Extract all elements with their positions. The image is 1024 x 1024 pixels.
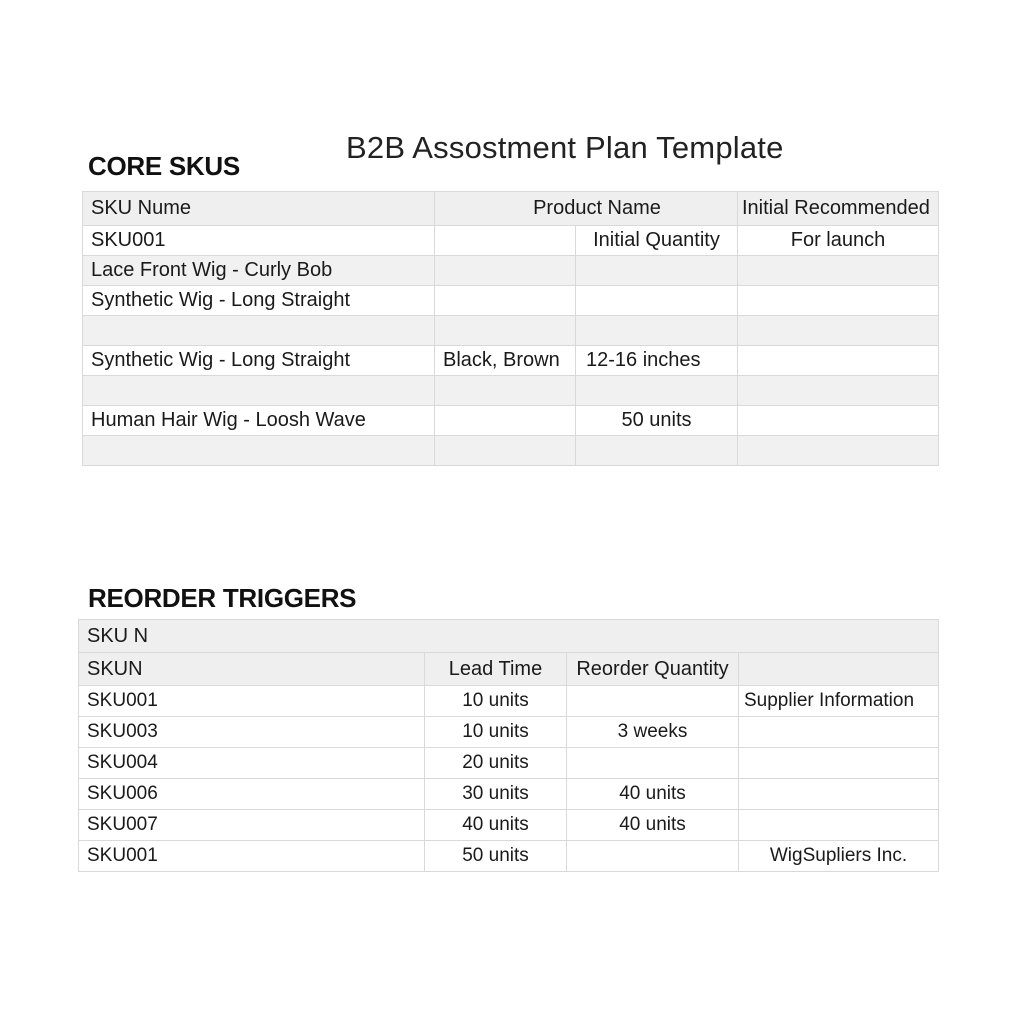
table-cell: Black, Brown — [435, 346, 576, 376]
table-row — [83, 226, 939, 256]
table-cell — [738, 406, 939, 436]
header-sku-name: SKU Nume — [83, 192, 435, 226]
table-row — [83, 316, 939, 346]
table-cell: Human Hair Wig - Loosh Wave — [83, 406, 435, 436]
core-skus-table — [82, 191, 939, 466]
table-cell — [576, 436, 738, 466]
table-cell — [576, 286, 738, 316]
table-cell — [739, 779, 939, 810]
table-cell — [576, 316, 738, 346]
table-cell: 20 units — [425, 748, 567, 779]
table-cell — [83, 376, 435, 406]
table-cell: 40 units — [567, 810, 739, 841]
table-cell: SKU006 — [79, 779, 425, 810]
reorder-triggers-table — [78, 619, 939, 872]
table-cell — [738, 316, 939, 346]
table-row — [79, 810, 939, 841]
table-cell — [739, 748, 939, 779]
table-cell: For launch — [738, 226, 939, 256]
table-cell — [738, 376, 939, 406]
table-cell — [435, 256, 576, 286]
table-row — [83, 436, 939, 466]
document-title: B2B Assostment Plan Template — [346, 130, 784, 165]
header-blank — [739, 653, 939, 686]
table-cell — [83, 436, 435, 466]
table-cell: 30 units — [425, 779, 567, 810]
table-cell: Supplier Information — [739, 686, 939, 717]
table-row — [79, 748, 939, 779]
table-row — [83, 346, 939, 376]
table-cell: Lace Front Wig - Curly Bob — [83, 256, 435, 286]
reorder-triggers-heading: REORDER TRIGGERS — [88, 583, 357, 613]
table-cell — [435, 376, 576, 406]
table-cell: 12-16 inches — [576, 346, 738, 376]
table-cell — [576, 376, 738, 406]
table-cell: 40 units — [425, 810, 567, 841]
header-product-name: Product Name — [435, 192, 738, 226]
table-cell: Initial Quantity — [576, 226, 738, 256]
header-initial-recommended: Initial Recommended — [738, 192, 939, 226]
table-cell: 40 units — [567, 779, 739, 810]
core-skus-heading: CORE SKUS — [88, 151, 240, 181]
table-cell — [739, 717, 939, 748]
table-cell: SKU007 — [79, 810, 425, 841]
table-cell: SKU001 — [83, 226, 435, 256]
table-cell — [738, 286, 939, 316]
header-lead-time: Lead Time — [425, 653, 567, 686]
table-cell: 10 units — [425, 717, 567, 748]
table-row — [79, 841, 939, 872]
table-row — [79, 717, 939, 748]
table-cell: 10 units — [425, 686, 567, 717]
table-cell — [435, 406, 576, 436]
table-cell: Synthetic Wig - Long Straight — [83, 346, 435, 376]
table-cell: SKU004 — [79, 748, 425, 779]
table-cell: SKU001 — [79, 841, 425, 872]
table-cell: SKU001 — [79, 686, 425, 717]
table-cell — [435, 286, 576, 316]
table-cell: Synthetic Wig - Long Straight — [83, 286, 435, 316]
table-cell — [739, 810, 939, 841]
table-row — [79, 779, 939, 810]
table-cell: SKU003 — [79, 717, 425, 748]
reorder-top-header-row — [79, 620, 939, 653]
table-cell — [83, 316, 435, 346]
table-cell: 50 units — [576, 406, 738, 436]
core-skus-header-row — [83, 192, 939, 226]
table-cell — [435, 436, 576, 466]
table-cell — [567, 748, 739, 779]
table-cell — [435, 226, 576, 256]
table-cell — [738, 436, 939, 466]
table-cell — [435, 316, 576, 346]
header-reorder-quantity: Reorder Quantity — [567, 653, 739, 686]
table-cell — [738, 346, 939, 376]
table-cell — [738, 256, 939, 286]
table-row — [83, 376, 939, 406]
table-cell: 3 weeks — [567, 717, 739, 748]
table-row — [83, 406, 939, 436]
table-row — [79, 686, 939, 717]
table-cell — [576, 256, 738, 286]
table-cell: WigSupliers Inc. — [739, 841, 939, 872]
table-row — [83, 286, 939, 316]
header-skun: SKUN — [79, 653, 425, 686]
reorder-header-row — [79, 653, 939, 686]
header-sku-n: SKU N — [79, 620, 939, 653]
table-row — [83, 256, 939, 286]
table-cell: 50 units — [425, 841, 567, 872]
table-cell — [567, 686, 739, 717]
table-cell — [567, 841, 739, 872]
